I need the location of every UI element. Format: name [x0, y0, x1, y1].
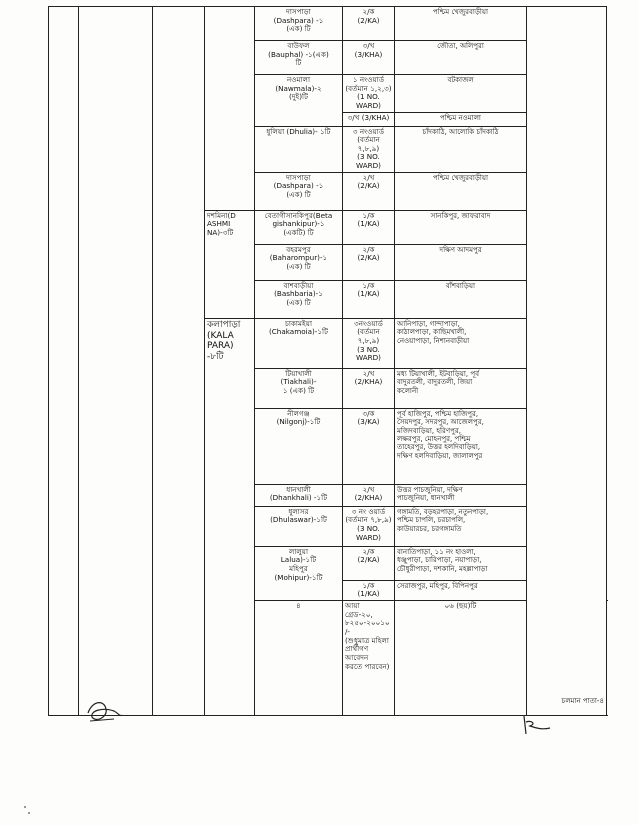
village-cell: দক্ষিণ আদমপুর — [395, 244, 527, 280]
recruitment-table — [48, 6, 607, 716]
village-cell: আনিপাড়া, গান্দাপাড়া, কাঠালপাড়া, কাছিমখালী, নেওয়াপাড়া, নিশানবাড়ীয়া — [395, 318, 527, 368]
post-cell-blank — [79, 7, 153, 716]
union-cell: ধুলাসর (Dhulaswar)-১টি — [255, 506, 343, 546]
union-cell: লালুয়া Lalua)-১টি মহিপুর (Mohipur)-১টি — [255, 546, 343, 600]
union-cell: বাউফল (Bauphal) -১(এক) টি — [255, 41, 343, 75]
table-row — [49, 7, 607, 41]
serial-cell-blank — [49, 7, 79, 716]
village-cell: বানাতিপাড়া, ১১ নং হাওলা, ধঞ্জুপাড়া, চারিপাড়া, নয়াপাড়া, চৌধুরীপাড়া, দশকানি, মহল্লাপাড়া — [395, 546, 527, 580]
village-cell: গঙ্গামতি, বড়হরপাড়া, নতুনপাড়া, পশ্চিম চাপলি, চরচাপলি, কাউয়ারচর, চরগঙ্গামতি — [395, 506, 527, 546]
ward-cell: ৩ নংওয়ার্ড (বর্তমান ৭,৮,৯) (3 NO. WARD) — [343, 126, 395, 172]
union-cell: বেতাগীসানকিপুর(Beta gishankipur)-১ (একটি) টি — [255, 210, 343, 244]
village-cell: উত্তর পাচজুনিয়া, দক্ষিণ পাচজুনিয়া, ধানখালী — [395, 484, 527, 506]
scan-speck — [24, 806, 26, 808]
village-cell: জৌতা, অলিপুরা — [395, 41, 527, 75]
union-cell: ধানখালী (Dhankhali) -১টি — [255, 484, 343, 506]
ward-cell: ২/খ (2/KHA) — [343, 368, 395, 408]
continuing-page-label: চলমান পাতা-৪ — [561, 697, 604, 705]
ward-cell: ২/খ (2/KHA) — [343, 484, 395, 506]
count-cell-blank — [153, 7, 205, 716]
serial-cell: ৪ — [255, 601, 343, 716]
ward-cell: ১/ক (1/KA) — [343, 210, 395, 244]
upazila-cell-blank — [205, 7, 255, 211]
ward-cell: ৩/খ (3/KHA) — [343, 112, 395, 126]
village-cell: মধ্য টিয়াখালী, ইটবাড়িয়া, পূর্ব বাদুরতলী, বাদুরতলী, জিয়া কলোনী — [395, 368, 527, 408]
ward-cell: ২/ক (2/KA) — [343, 546, 395, 580]
upazila-cell-kalapara — [205, 318, 255, 716]
ward-cell: ৩/ক (3/KA) — [343, 408, 395, 484]
qualification-cell-blank — [527, 7, 607, 716]
village-cell: পশ্চিম খেজুরবাড়ীয়া — [395, 7, 527, 41]
union-cell: দাসপাড়া (Dashpara) -১ (এক) টি — [255, 7, 343, 41]
post-cell: আয়া গ্রেড-২০, ৮২৫০-২০০১০/- (শুধুমাত্র মহিলা প্রার্থীগণ আবেদন করতে পারবেন) — [343, 601, 395, 716]
ward-cell: ৩ নং ওয়ার্ড (বর্তমান ৭,৮,৯) (3 NO. WARD) — [343, 506, 395, 546]
count-cell: ০৬ (ছয়)টি — [395, 601, 527, 716]
village-cell: সেরাজপুর, মহিপুর, বিপিনপুর — [395, 580, 527, 600]
union-cell: নীলগঞ্জ (Nilgonj)-১টি — [255, 408, 343, 484]
village-cell: সানকিপুর, জাফরাবাদ — [395, 210, 527, 244]
union-cell: ধুলিয়া (Dhulia)- ১টি — [255, 126, 343, 172]
upazila-cell-dashmina: দশমিনা(D ASHMI NA)-৩টি — [205, 210, 255, 318]
village-cell: বটকাজল — [395, 75, 527, 113]
village-cell: বাঁশবাড়িয়া — [395, 280, 527, 318]
ward-cell: ২/ক (2/KA) — [343, 7, 395, 41]
signature-right — [520, 712, 554, 738]
ward-cell: ১/ক (1/KA) — [343, 280, 395, 318]
ward-cell: ৩/খ (3/KHA) — [343, 41, 395, 75]
village-cell: পূর্ব হাজিপুর, পশ্চিম হাজিপুর, সৈয়দপুর, সদরপুর, আজেলপুর, মজিদবাড়িয়া, হরিণপুর, লক্ষরপুর, মোহনপুর, পশ্চিম তাহেরপুর, উত্তর হলদিবাড়িয়া, দক্ষিণ হলদিবাড়িয়া, জালালপুর — [395, 408, 527, 484]
ward-cell: ২/ক (2/KA) — [343, 244, 395, 280]
ward-cell: ৩নংওয়ার্ড (বর্তমান ৭,৮,৯) (3 NO. WARD) — [343, 318, 395, 368]
ward-cell: ২/খ (2/KA) — [343, 172, 395, 210]
ward-cell: ১/ক (1/KA) — [343, 580, 395, 600]
union-cell: বহরমপুর (Baharompur)-১ (এক) টি — [255, 244, 343, 280]
union-cell: নওমালা (Nawmala)-২ (দুই)টি — [255, 75, 343, 127]
union-cell: বাশবাড়ীয়া (Bashbaria)-১ (এক) টি — [255, 280, 343, 318]
village-cell: পশ্চিম খেজুরবাড়ীয়া — [395, 172, 527, 210]
scan-speck — [28, 812, 30, 814]
union-cell: দাসপাড়া (Dashpara) -১ (এক) টি — [255, 172, 343, 210]
union-cell: টিয়াখালী (Tiakhali)- ১ (এক) টি — [255, 368, 343, 408]
signature-left — [84, 697, 124, 727]
village-cell: চাঁদকাঠি, আলোকি চাঁদকাঠি — [395, 126, 527, 172]
union-cell: চাকামইয়া (Chakamoia)-১টি — [255, 318, 343, 368]
upazila-label-kalapara: কলাপাড়া (KALA PARA) -৮টি — [207, 319, 241, 363]
village-cell: পশ্চিম নওমালা — [395, 112, 527, 126]
ward-cell: ১ নংওয়ার্ড (বর্তমান ১,২,৩) (1 NO. WARD) — [343, 75, 395, 113]
